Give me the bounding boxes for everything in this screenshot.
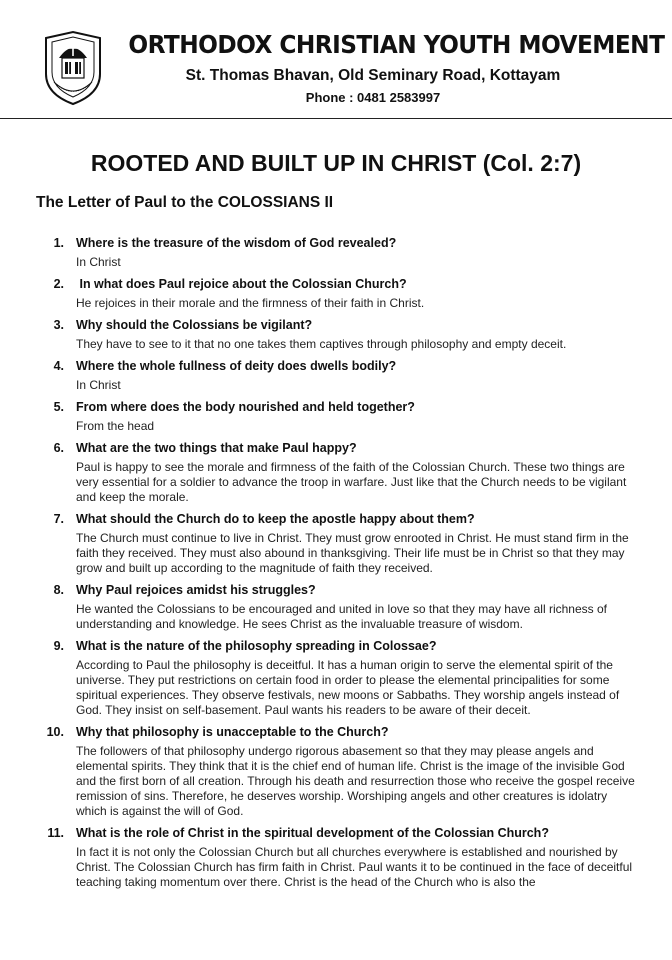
question-item (0, 236, 672, 270)
answer-text: According to Paul the philosophy is deceitful. It has a human origin to serve the elemental spirit of the universe. They put restrictions on certain food in order to please the elemental principalities for some spiritual experiences. They observe festivals, new moons or Sabbaths. They worship angels instead of God. They insist on self-basement. Paul wants his readers to be aware of their deceit. (76, 658, 620, 717)
question-item (0, 400, 672, 434)
answer-text: In Christ (76, 378, 121, 392)
question-number: 11. (47, 826, 64, 840)
church-emblem-icon (40, 30, 106, 106)
answer-text: In fact it is not only the Colossian Church but all churches everywhere is established and nourished by Christ. The Colossian Church has firm faith in Christ. Paul wants it to be continued in the face of deceitful teaching taking momentum over there. Christ is the head of the Church who is also the (76, 845, 633, 889)
answer-text: He rejoices in their morale and the firmness of their faith in Christ. (76, 296, 425, 310)
organization-address: St. Thomas Bhavan, Old Seminary Road, Kottayam (185, 67, 561, 84)
question-list (0, 236, 672, 897)
question-item (0, 639, 672, 718)
question-text: Why Paul rejoices amidst his struggles? (76, 583, 316, 597)
question-text: From where does the body nourished and held together? (76, 400, 415, 414)
answer-text: He wanted the Colossians to be encouraged and united in love so that they may have all richness of understanding and knowledge. He sees Christ as the invaluable treasure of wisdom. (76, 602, 607, 631)
question-number: 1. (53, 236, 64, 250)
question-text: Why that philosophy is unacceptable to the Church? (76, 725, 389, 739)
question-number: 2. (53, 277, 64, 291)
question-number: 9. (53, 639, 64, 653)
question-text: What should the Church do to keep the apostle happy about them? (76, 512, 475, 526)
question-number: 5. (53, 400, 64, 414)
answer-text: In Christ (76, 255, 121, 269)
question-text: What is the nature of the philosophy spreading in Colossae? (76, 639, 437, 653)
answer-text: The followers of that philosophy undergo rigorous abasement so that they may please angels and elemental spirits. They think that it is the chief end of human life. Christ is the image of the invisible God and the first born of all creation. Through his death and resurrection those who receive the gospel receive remission of sins. Therefore, he deserves worship. Worshiping angels and other creatures is idolatry which is against the will of God. (76, 744, 635, 818)
question-text: Where is the treasure of the wisdom of God revealed? (76, 236, 397, 250)
question-number: 4. (53, 359, 64, 373)
question-number: 6. (53, 441, 64, 455)
question-item (0, 583, 672, 632)
question-text: What are the two things that make Paul happy? (76, 441, 357, 455)
header-divider (0, 118, 672, 119)
question-number: 7. (53, 512, 64, 526)
question-text: In what does Paul rejoice about the Colossian Church? (76, 277, 407, 291)
organization-phone: Phone : 0481 2583997 (305, 90, 441, 105)
answer-text: Paul is happy to see the morale and firmness of the faith of the Colossian Church. These two things are very essential for a soldier to advance the troop in warfare. Just like that the Church needs to be vigilant and keep the morale. (76, 460, 627, 504)
question-number: 8. (53, 583, 64, 597)
question-item (0, 277, 672, 311)
question-number: 3. (53, 318, 64, 332)
question-item (0, 826, 672, 890)
question-item (0, 359, 672, 393)
document-subtitle: The Letter of Paul to the COLOSSIANS II (36, 194, 334, 211)
question-text: Where the whole fullness of deity does dwells bodily? (76, 359, 397, 373)
answer-text: From the head (76, 419, 155, 433)
question-item (0, 725, 672, 819)
question-item (0, 512, 672, 576)
document-title: ROOTED AND BUILT UP IN CHRIST (Col. 2:7) (90, 150, 582, 176)
answer-text: They have to see to it that no one takes them captives through philosophy and empty deceit. (76, 337, 567, 351)
question-number: 10. (46, 725, 64, 739)
question-item (0, 318, 672, 352)
answer-text: The Church must continue to live in Christ. They must grow enrooted in Christ. He must stand firm in the faith they received. They must also abound in thanksgiving. Their life must be in Christ so that they may grow and built up according to the magnitude of faith they received. (76, 531, 629, 575)
question-text: Why should the Colossians be vigilant? (76, 318, 313, 332)
letterhead (0, 0, 672, 119)
question-item (0, 441, 672, 505)
organization-name: ORTHODOX CHRISTIAN YOUTH MOVEMENT (128, 30, 665, 59)
question-text: What is the role of Christ in the spiritual development of the Colossian Church? (76, 826, 549, 840)
